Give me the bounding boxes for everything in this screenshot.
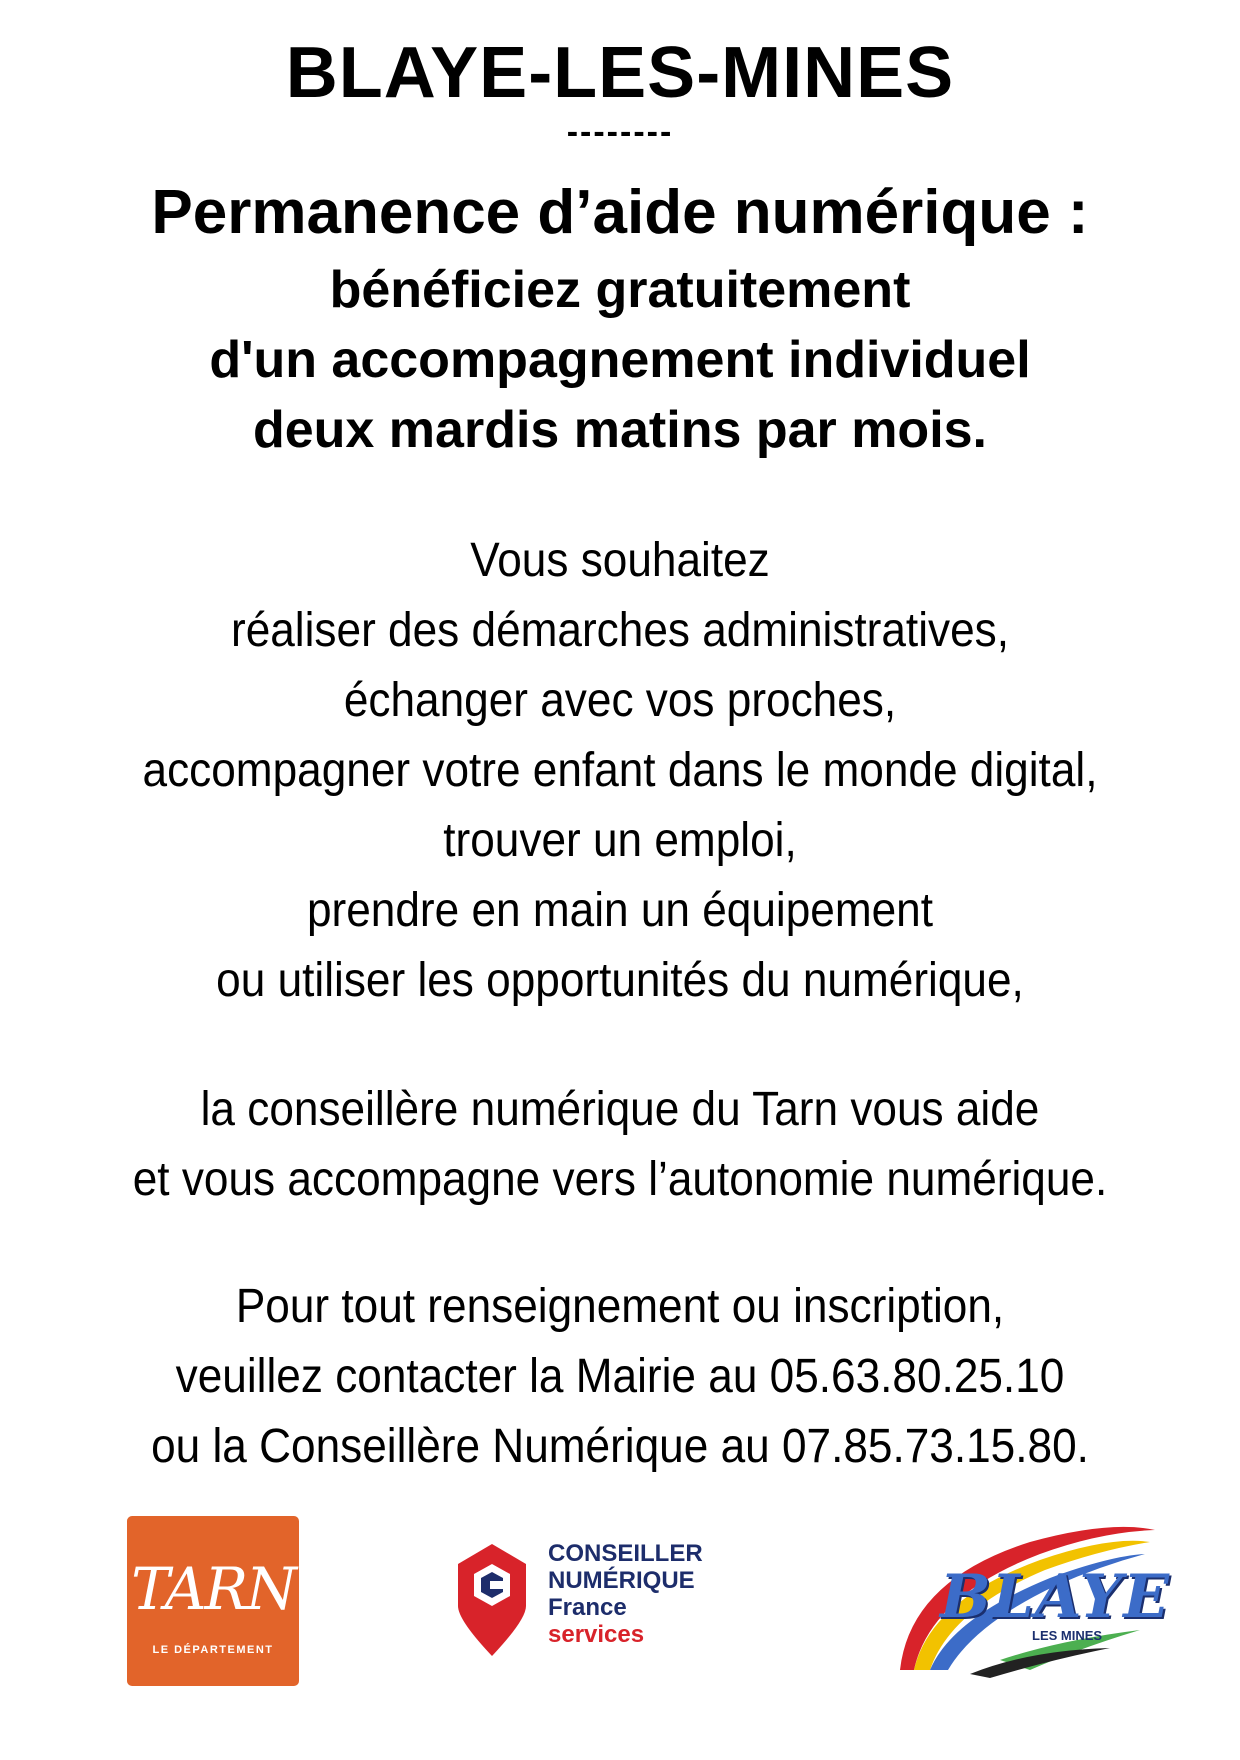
tagline [0, 255, 1240, 465]
intro-line: prendre en main un équipement [306, 884, 934, 937]
contact-line: ou la Conseillère Numérique au 07.85.73.15.80. [151, 1420, 1089, 1473]
blaye-logo-subtitle: LES MINES [1032, 1628, 1103, 1643]
cn-line: NUMÉRIQUE [548, 1567, 695, 1594]
cn-line: France [548, 1594, 627, 1621]
cn-line: services [548, 1621, 645, 1648]
intro-line: accompagner votre enfant dans le monde digital, [142, 744, 1098, 797]
help-line: la conseillère numérique du Tarn vous aide [200, 1083, 1040, 1136]
conseiller-numerique-logo [452, 1540, 792, 1670]
page-title: BLAYE-LES-MINES [285, 33, 955, 113]
help-paragraph [0, 1075, 1240, 1215]
intro-line: trouver un emploi, [443, 814, 797, 867]
help-line: et vous accompagne vers l’autonomie numérique. [132, 1153, 1108, 1206]
intro-line: Vous souhaitez [470, 534, 770, 587]
location-pin-icon [452, 1540, 532, 1660]
conseiller-numerique-text [548, 1540, 703, 1648]
intro-line: réaliser des démarches administratives, [230, 604, 1010, 657]
page-subtitle: Permanence d’aide numérique : [151, 178, 1089, 247]
tagline-line: d'un accompagnement individuel [209, 331, 1031, 389]
blaye-logo [880, 1520, 1171, 1680]
blaye-logo-word: BLAYE [940, 1562, 1171, 1632]
tagline-line: bénéficiez gratuitement [329, 261, 911, 319]
tarn-logo-subtitle: LE DÉPARTEMENT [152, 1644, 274, 1656]
tagline-line: deux mardis matins par mois. [252, 401, 988, 459]
tarn-logo [127, 1516, 299, 1686]
title-separator: -------- [566, 113, 674, 151]
tarn-logo-word: TARN [131, 1555, 295, 1623]
intro-paragraph [0, 526, 1240, 1016]
intro-line: échanger avec vos proches, [343, 674, 897, 727]
contact-line: veuillez contacter la Mairie au 05.63.80.25.10 [175, 1350, 1065, 1403]
contact-line: Pour tout renseignement ou inscription, [235, 1280, 1005, 1333]
contact-paragraph [0, 1272, 1240, 1482]
cn-line: CONSEILLER [548, 1540, 703, 1567]
intro-line: ou utiliser les opportunités du numérique, [216, 954, 1024, 1007]
